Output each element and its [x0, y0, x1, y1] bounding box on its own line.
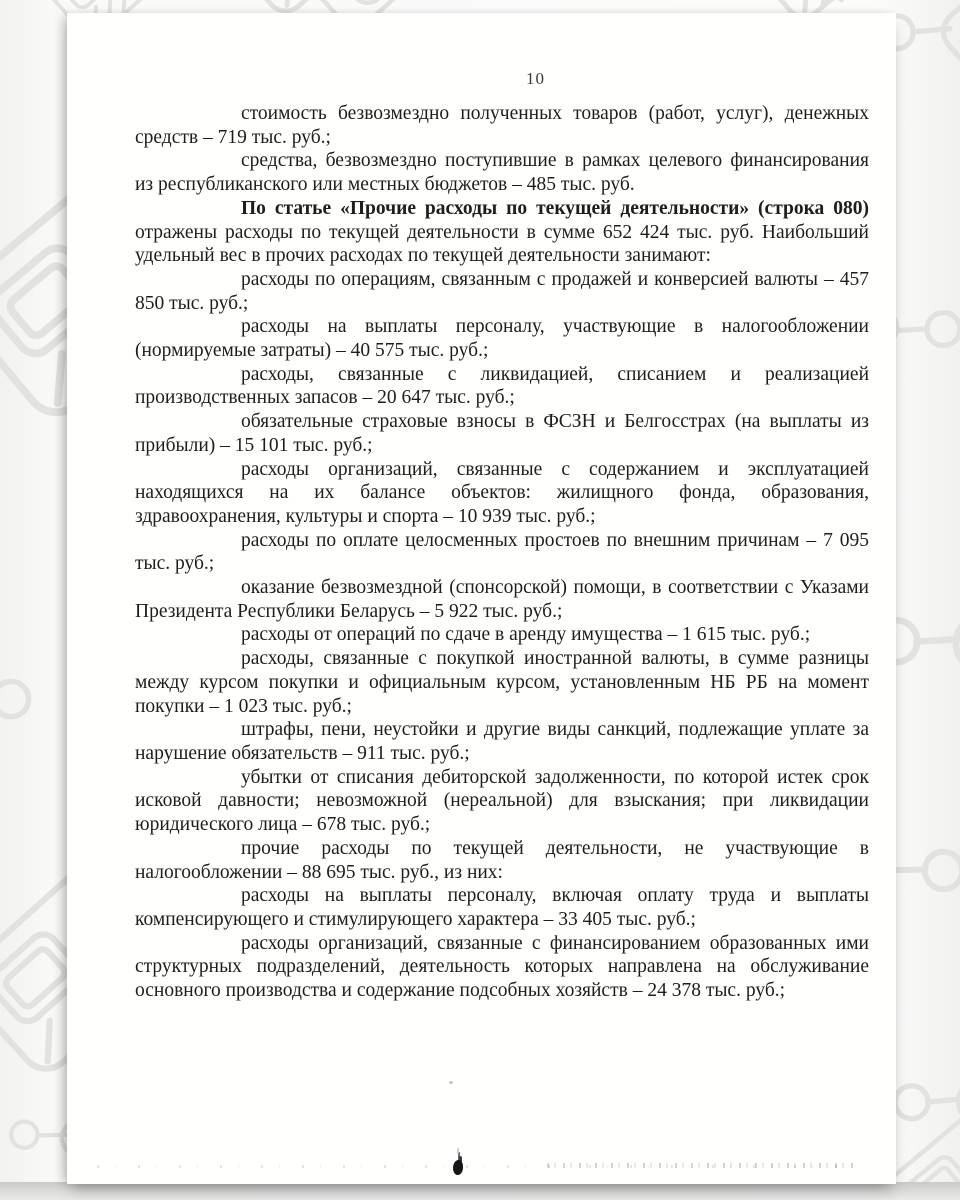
ink-blob-artifact [453, 1160, 463, 1175]
paragraph-12 [135, 647, 869, 718]
paragraph-17 [135, 932, 869, 1003]
paragraph-text: расходы, связанные с ликвидацией, списанием и реализацией производственных запасов – 20 647 тыс. руб.; [135, 363, 869, 409]
document-body [135, 102, 869, 1003]
paragraph-8 [135, 458, 869, 529]
paragraph-9 [135, 529, 869, 576]
paragraph-3 [135, 197, 869, 268]
paragraph-text: расходы организаций, связанные с содержанием и эксплуатацией находящихся на их балансе объектов: жилищного фонда, образования, здравоохранения, культуры и спорта – 10 939 тыс. руб.; [135, 458, 869, 527]
paragraph-text: оказание безвозмездной (спонсорской) помощи, в соответствии с Указами Президента Республики Беларусь – 5 922 тыс. руб.; [135, 577, 869, 622]
paragraph-11 [135, 623, 869, 647]
paragraph-4 [135, 268, 869, 315]
paragraph-text: расходы на выплаты персоналу, включая оплату труда и выплаты компенсирующего и стимулирующего характера – 33 405 тыс. руб.; [135, 885, 869, 930]
scan-bottom-shadow-band [0, 1182, 960, 1200]
paragraph-5 [135, 315, 869, 362]
paragraph-6 [135, 363, 869, 410]
paragraph-10 [135, 576, 869, 623]
paragraph-text: расходы, связанные с покупкой иностранной валюты, в сумме разницы между курсом покупки и официальным курсом, установленным НБ РБ на момент покупки – 1 023 тыс. руб.; [135, 648, 869, 717]
page-number: 10 [526, 69, 545, 88]
paragraph-bold-lead: По статье «Прочие расходы по текущей деятельности» (строка 080) [241, 197, 869, 219]
paragraph-14 [135, 766, 869, 837]
scan-speck [449, 1081, 453, 1084]
paragraph-13 [135, 718, 869, 765]
paragraph-text: расходы на выплаты персоналу, участвующие в налогообложении (нормируемые затраты) – 40 575 тыс. руб.; [135, 316, 869, 362]
camera-watermark-icon [888, 949, 960, 1200]
paragraph-text: штрафы, пени, неустойки и другие виды санкций, подлежащие уплате за нарушение обязательств – 911 тыс. руб.; [135, 719, 869, 764]
paragraph-text: обязательные страховые взносы в ФСЗН и Белгосстрах (на выплаты из прибыли) – 15 101 тыс. руб.; [135, 411, 869, 456]
paragraph-text: расходы по оплате целосменных простоев по внешним причинам – 7 095 тыс. руб.; [135, 529, 869, 575]
paragraph-text: расходы по операциям, связанным с продажей и конверсией валюты – 457 850 тыс. руб.; [135, 268, 869, 314]
paragraph-text: прочие расходы по текущей деятельности, не участвующие в налогообложении – 88 695 тыс. руб., из них: [135, 837, 869, 883]
paragraph-text: отражены расходы по текущей деятельности в сумме 652 424 тыс. руб. Наибольший удельный вес в прочих расходах по текущей деятельности занимают: [135, 221, 869, 267]
camera-watermark-icon [0, 571, 36, 856]
paragraph-text: стоимость безвозмездно полученных товаров (работ, услуг), денежных средств – 719 тыс. руб.; [135, 103, 869, 148]
scan-noise-line [547, 1163, 855, 1168]
paragraph-7 [135, 410, 869, 457]
scanned-page [67, 13, 896, 1184]
paragraph-16 [135, 884, 869, 931]
paragraph-text: расходы от операций по сдаче в аренду имущества – 1 615 тыс. руб.; [241, 624, 811, 646]
paragraph-text: расходы организаций, связанные с финансированием образованных ими структурных подразделений, деятельность которых направлена на обслуживание основного производства и содержание подсобных хозяйств – 24 378 тыс. руб.; [135, 932, 869, 1002]
paragraph-text: убытки от списания дебиторской задолженности, по которой истек срок исковой давности; невозможной (нереальной) для взыскания; при ликвидации юридического лица – 678 тыс. руб.; [135, 766, 869, 836]
paragraph-1 [135, 102, 869, 149]
paragraph-15 [135, 837, 869, 884]
paragraph-text: средства, безвозмездно поступившие в рамках целевого финансирования из республиканского или местных бюджетов – 485 тыс. руб. [135, 150, 869, 196]
paragraph-2 [135, 149, 869, 196]
